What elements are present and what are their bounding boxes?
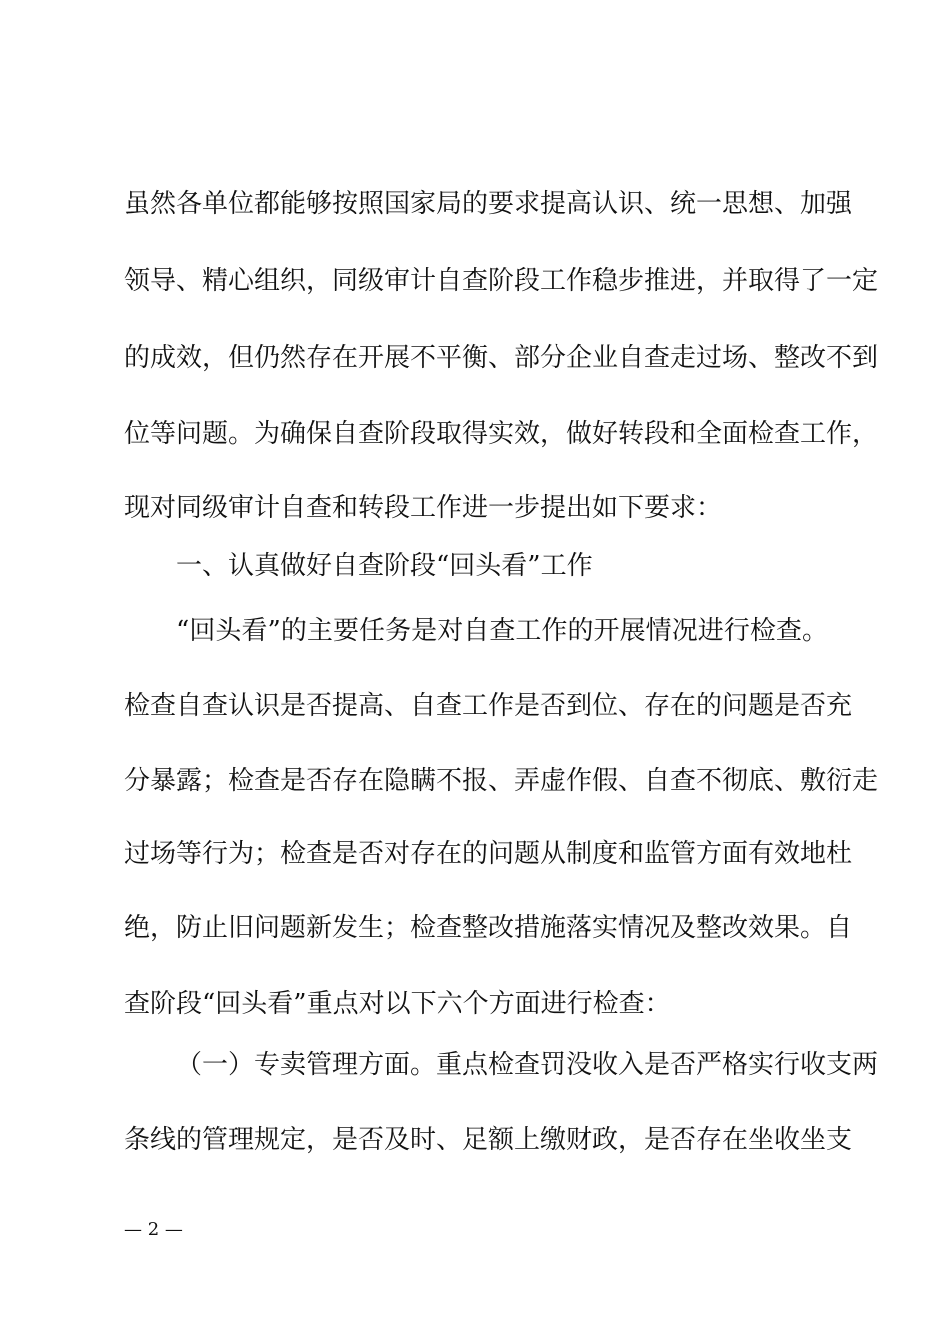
body-line-2: 领导、精心组织，同级审计自查阶段工作稳步推进，并取得了一定	[124, 266, 879, 296]
subsection-line-2: 条线的管理规定，是否及时、足额上缴财政，是否存在坐收坐支	[124, 1125, 853, 1155]
body-line-10: 过场等行为；检查是否对存在的问题从制度和监管方面有效地杜	[124, 839, 853, 869]
page-number: — 2 —	[124, 1219, 183, 1240]
body-line-8: 检查自查认识是否提高、自查工作是否到位、存在的问题是否充	[124, 691, 853, 721]
body-line-11: 绝，防止旧问题新发生；检查整改措施落实情况及整改效果。自	[124, 913, 853, 943]
body-line-1: 虽然各单位都能够按照国家局的要求提高认识、统一思想、加强	[124, 189, 853, 219]
body-line-4: 位等问题。为确保自查阶段取得实效，做好转段和全面检查工作，	[124, 419, 879, 449]
body-line-9: 分暴露；检查是否存在隐瞒不报、弄虚作假、自查不彻底、敷衍走	[124, 766, 879, 796]
section-heading: 一、认真做好自查阶段“回头看”工作	[176, 551, 593, 581]
body-line-5: 现对同级审计自查和转段工作进一步提出如下要求：	[124, 493, 723, 523]
body-line-12: 查阶段“回头看”重点对以下六个方面进行检查：	[124, 989, 671, 1019]
body-line-7: “回头看”的主要任务是对自查工作的开展情况进行检查。	[176, 616, 828, 646]
body-line-3: 的成效，但仍然存在开展不平衡、部分企业自查走过场、整改不到	[124, 343, 879, 373]
subsection-line-1: （一）专卖管理方面。重点检查罚没收入是否严格实行收支两	[176, 1050, 879, 1080]
